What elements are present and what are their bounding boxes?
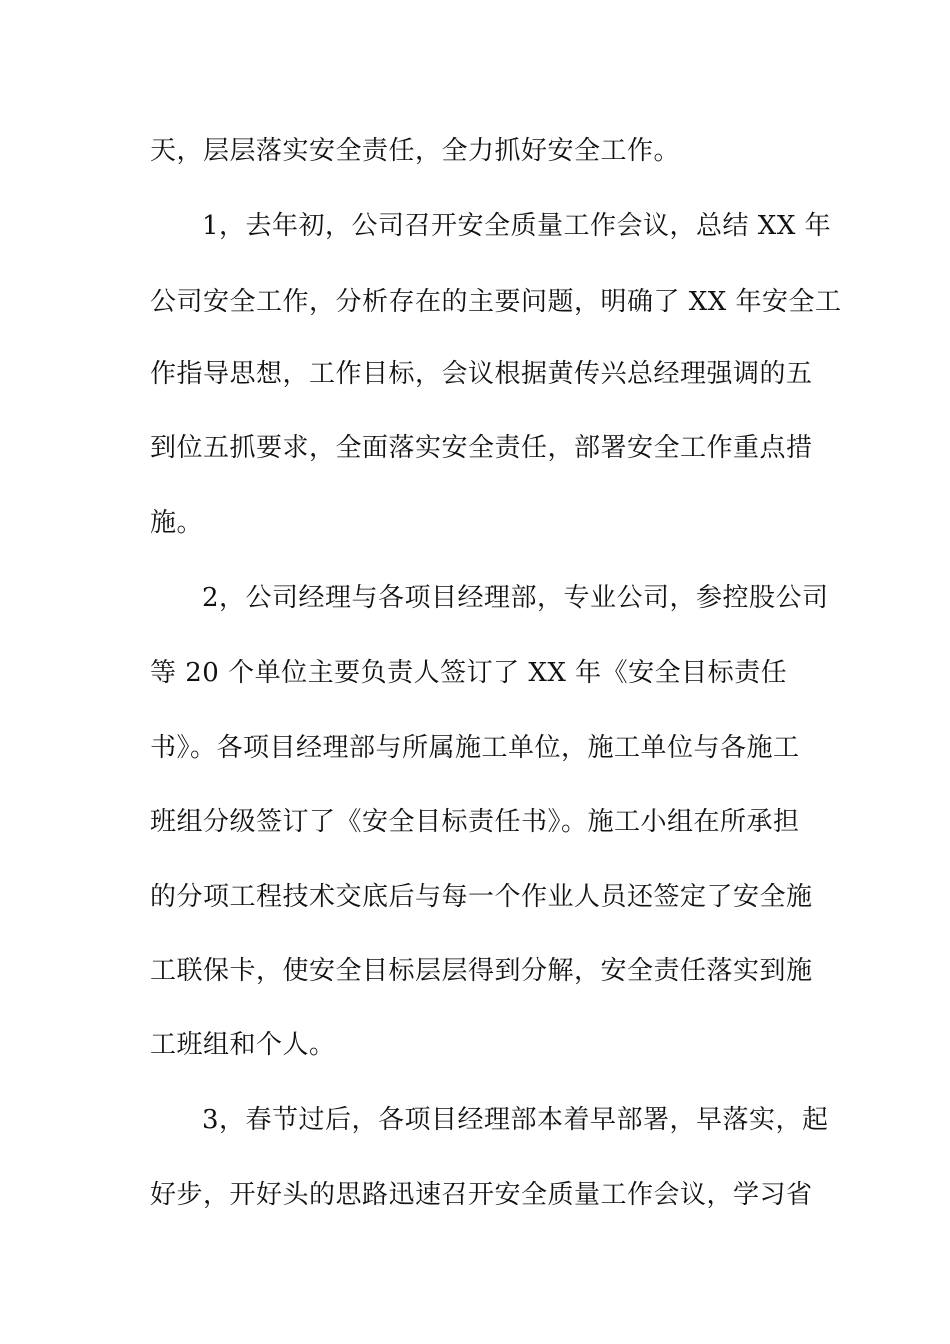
text-line: 的分项工程技术交底后与每一个作业人员还签定了安全施 [150,882,813,912]
text-line: 到位五抓要求，全面落实安全责任，部署安全工作重点措 [150,433,813,463]
text-line: 施。 [150,508,204,538]
text-line: 天，层层落实安全责任，全力抓好安全工作。 [150,136,681,166]
text-line: 公司安全工作，分析存在的主要问题，明确了 XX 年安全工 [150,287,842,317]
paragraph-1-start: 1，去年初，公司召开安全质量工作会议，总结 XX 年 [202,211,832,241]
text-line: 班组分级签订了《安全目标责任书》。施工小组在所承担 [150,807,800,837]
text-line: 书》。各项目经理部与所属施工单位，施工单位与各施工 [150,733,800,763]
text-line: 好步，开好头的思路迅速召开安全质量工作会议，学习省 [150,1180,813,1210]
text-line: 等 20 个单位主要负责人签订了 XX 年《安全目标责任 [150,658,788,688]
text-line: 工班组和个人。 [150,1030,336,1060]
text-line: 作指导思想，工作目标，会议根据黄传兴总经理强调的五 [150,359,813,389]
paragraph-3-start: 3，春节过后，各项目经理部本着早部署，早落实，起 [202,1105,829,1135]
text-line: 工联保卡，使安全目标层层得到分解，安全责任落实到施 [150,956,813,986]
paragraph-2-start: 2，公司经理与各项目经理部，专业公司，参控股公司 [202,583,829,613]
